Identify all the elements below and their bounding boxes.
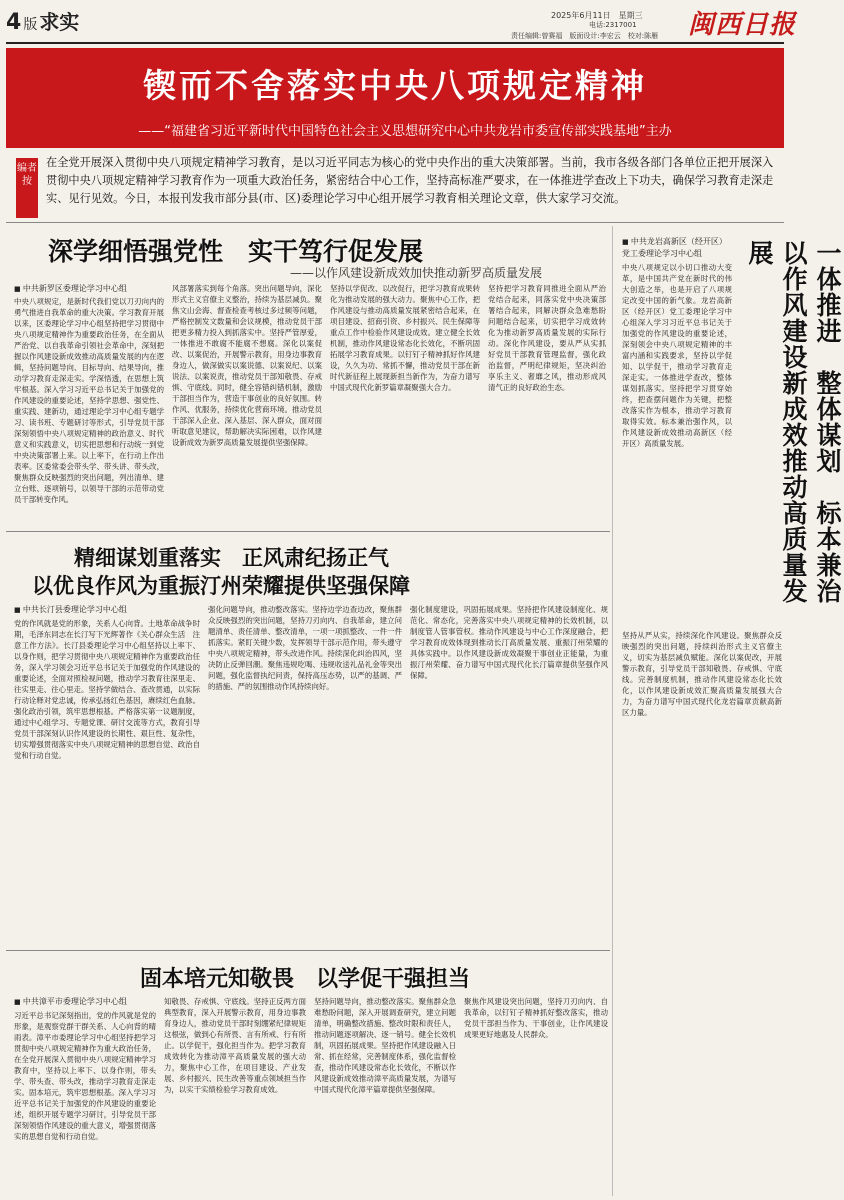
article2-column-2: 强化问题导向，推动整改落实。坚持边学边查边改，聚焦群众反映强烈的突出问题，坚持刀刃向内、自我革命，建立问题清单、责任清单、整改清单，一项一项抓整改、一件一件抓落实。紧盯关键少数，发挥领导干部示范作用，带头遵守中央八项规定精神，带头改进作风。持续深化纠治四风，坚决防止反弹回潮。聚焦违规吃喝、违规收送礼品礼金等突出问题，强化监督执纪问责，保持高压态势，以严的基调、严的措施、严的氛围推动作风持续向好。 <box>208 605 402 691</box>
article4-column-1: 习近平总书记深刻指出，党的作风就是党的形象，是观察党群干群关系、人心向背的晴雨表。漳平市委理论学习中心组坚持把学习贯彻中央八项规定精神作为重大政治任务，在全党开展深入贯彻中央八项规定精神学习教育中，坚持以上率下、以身作则，带头学、带头查、带头改，推动学习教育走深走实。固本培元，筑牢思想根基。深入学习习近平总书记关于加强党的作风建设的重要论述，组织开展专题学习研讨，引导党员干部深刻领悟作风建设的重大意义，增强贯彻落实的思想自觉和行动自觉。 <box>14 1011 156 1141</box>
article2-byline: ■ 中共长汀县委理论学习中心组 <box>14 604 127 615</box>
editorial-staff: 责任编辑:曾赛福 版面设计:李宏云 校对:陈雁 <box>511 32 659 40</box>
page-ban: 版 <box>23 17 38 33</box>
masthead <box>6 4 797 44</box>
article1-column-1: 中央八项规定，是新时代我们党以刀刃向内的勇气推进自我革命的重大决策。学习教育开展以来，区委理论学习中心组坚持把学习贯彻中央八项规定精神作为重要政治任务，在全面从严治党、以自我革命引领社会革命中，深刻把握以作风建设新成效推动高质量发展的内在逻辑，坚持问题导向、目标导向、结果导向，推动学习教育走深走实。学深悟透，在思想上筑牢根基。深入学习习近平总书记关于加强党的作风建设的重要论述，坚持学思想、强党性、重实践、建新功，通过理论学习中心组专题学习、读书班、专题研讨等形式，引导党员干部深刻领悟中央八项规定精神的政治意义、时代意义和实践意义，切实把思想和行动统一到党中央决策部署上来。以上率下，在行动上作出表率。区委常委会带头学、带头讲、带头改，聚焦群众反映强烈的突出问题，列出清单、建立台账、逐项销号，以领导干部的示范带动党员干部转变作风。 <box>14 297 164 504</box>
banner-title: 锲而不舍落实中央八项规定精神 <box>143 66 647 105</box>
issue-phone: 电话:2317001 <box>589 21 637 29</box>
editor-note-text: 在全党开展深入贯彻中央八项规定精神学习教育，是以习近平同志为核心的党中央作出的重大决策部署。当前，我市各级各部门各单位正把开展深入贯彻中央八项规定精神学习教育作为一项重大政治任务，紧密结合中心工作，坚持高标准严要求，在一体推进学查改上下功夫，确保学习教育走深走实、见行见效。今日，本报刊发我市部分县(市、区)委理论学习中心组开展学习教育相关理论文章，供大家学习交流。 <box>46 156 774 205</box>
article2-column-1: 党的作风就是党的形象，关系人心向背。土地革命战争时期，毛泽东同志在长汀写下光辉著作《关心群众生活 注意工作方法》。长汀县委理论学习中心组坚持以上率下、以身作则，把学习贯彻中央八项规定精神作为重要政治任务，深入学习领会习近平总书记关于加强党的作风建设的重要论述，全面对照检视问题，推动学习教育往深里走、往实里走、往心里走。坚持学做结合、查改贯通，以实际行动诠释对党忠诚，传承弘扬红色基因，赓续红色血脉。强化政治引领，筑牢思想根基。严格落实第一议题制度，通过中心组学习、专题党课、研讨交流等方式，教育引导党员干部深刻认识作风建设的长期性、艰巨性、复杂性，切实增强贯彻落实中央八项规定精神的思想自觉、政治自觉和行动自觉。 <box>14 619 200 760</box>
article4-column-4: 聚焦作风建设突出问题，坚持刀刃向内、自我革命，以钉钉子精神抓好整改落实，推动党员干部担当作为、干事创业，让作风建设成果更好地惠及人民群众。 <box>464 997 608 1039</box>
article4-title: 固本培元知敬畏 以学促干强担当 <box>140 966 471 992</box>
masthead-rule <box>6 42 784 44</box>
editor-note-tag: 编者按 <box>16 158 38 218</box>
article1-byline: ■ 中共新罗区委理论学习中心组 <box>14 283 127 294</box>
article1-title: 深学细悟强党性 实干笃行促发展 <box>48 237 424 266</box>
article2-title-line-1: 精细谋划重落实 正风肃纪扬正气 <box>74 545 389 570</box>
article1-column-4: 坚持把学习教育同推进全面从严治党结合起来，同落实党中央决策部署结合起来，同解决群众急难愁盼问题结合起来，切实把学习成效转化为推动新罗高质量发展的实际行动。深化作风建设，要从严从实抓好党员干部教育管理监督，强化政治监督，严明纪律规矩，坚决纠治享乐主义、奢靡之风，推动形成风清气正的良好政治生态。 <box>488 284 606 392</box>
article4-column-3: 坚持问题导向，推动整改落实。聚焦群众急难愁盼问题，深入开展调查研究，建立问题清单，明确整改措施、整改时限和责任人，推动问题逐项解决、逐一销号。健全长效机制，巩固拓展成果。坚持把作风建设融入日常、抓在经常，完善制度体系，强化监督检查，推动作风建设常态化长效化，不断以作风建设新成效推动漳平高质量发展，为谱写中国式现代化漳平篇章提供坚强保障。 <box>314 997 456 1094</box>
article4-byline: ■ 中共漳平市委理论学习中心组 <box>14 996 127 1007</box>
article1-column-3: 坚持以学促改、以改促行，把学习教育成果转化为推动发展的强大动力。聚焦中心工作，把作风建设与推动高质量发展紧密结合起来，在项目建设、招商引资、乡村振兴、民生保障等重点工作中检验作风建设成效。建立健全长效机制，推动作风建设常态化长效化，不断巩固拓展学习教育成果。以钉钉子精神抓好作风建设，久久为功、常抓不懈，推动党员干部在新时代新征程上展现新担当新作为，为奋力谱写中国式现代化新罗篇章凝聚强大合力。 <box>330 284 480 392</box>
issue-date: 2025年6月11日 星期三 <box>551 11 643 20</box>
banner-subtitle: ——“福建省习近平新时代中国特色社会主义思想研究中心中共龙岩市委宣传部实践基地”主办 <box>138 124 672 139</box>
article1-rule <box>6 531 610 532</box>
article2-column-3: 强化制度建设，巩固拓展成果。坚持把作风建设制度化、规范化、常态化，完善落实中央八项规定精神的长效机制，以制度管人管事管权。推动作风建设与中心工作深度融合，把学习教育成效体现到推动长汀高质量发展、重振汀州荣耀的具体实践中。以作风建设新成效凝聚干事创业正能量，为重振汀州荣耀、奋力谱写中国式现代化长汀篇章提供坚强作风保障。 <box>410 605 608 680</box>
page-number <box>6 6 79 35</box>
article3-title: 一体推进 整体谋划 标本兼治 以作风建设新成效推动高质量发展 <box>745 240 842 630</box>
right-column-divider <box>612 226 613 1196</box>
article4-column-2: 知敬畏、存戒惧、守底线。坚持正反两方面典型教育，深入开展警示教育，用身边事教育身边人，推动党员干部时刻绷紧纪律规矩这根弦，做到心有所畏、言有所戒、行有所止。以学促干，强化担当作为。把学习教育成效转化为推动漳平高质量发展的强大动力，聚焦中心工作，在项目建设、产业发展、乡村振兴、民生改善等重点领域担当作为，以实干实绩检验学习教育成效。 <box>164 997 306 1094</box>
article3-byline: ■ 中共龙岩高新区（经开区）党工委理论学习中心组 <box>622 236 732 259</box>
article3-column-1: 中央八项规定以小切口推动大变革，是中国共产党在新时代的伟大创造之举，也是开启了八项规定改变中国的新气象。龙岩高新区（经开区）党工委理论学习中心组深入学习习近平总书记关于加强党的作风建设的重要论述，深刻领会中央八项规定精神的丰富内涵和实践要求，坚持以学促知、以学促干，推动学习教育走深走实。一体推进学查改，整体谋划抓落实。坚持把学习贯穿始终，把查摆问题作为关键，把整改落实作为根本，推动学习教育取得实效。标本兼治强作风，以作风建设新成效推动高新区（经开区）高质量发展。 <box>622 263 732 448</box>
theme-banner <box>6 48 784 148</box>
article2-rule <box>6 950 610 951</box>
page-no: 4 <box>6 10 22 35</box>
note-rule <box>6 222 784 223</box>
column-name: 求实 <box>39 10 80 34</box>
article1-subtitle: ——以作风建设新成效加快推动新罗高质量发展 <box>290 266 543 280</box>
article2-title-line-2: 以优良作风为重振汀州荣耀提供坚强保障 <box>32 573 410 598</box>
article1-column-2: 风部署落实到每个角落。突出问题导向，深化形式主义官僚主义整治，持续为基层减负。聚焦文山会海、督查检查考核过多过频等问题，严格控制发文数量和会议规模，推动党员干部把更多精力投入到抓落实中。坚持严管厚爱，一体推进不敢腐不能腐不想腐。深化以案促改、以案促治，开展警示教育，用身边事教育身边人，做深做实以案说德、以案说纪、以案说法、以案说责，推动党员干部知敬畏、存戒惧、守底线。同时，健全容错纠错机制，激励干部担当作为，营造干事创业的良好氛围。转作风、优服务，持续优化营商环境。推动党员干部深入企业、深入基层、深入群众，面对面听取意见建议，帮助解决实际困难，以作风建设新成效为新罗高质量发展提供坚强保障。 <box>172 284 322 447</box>
newspaper-logo: 闽西日报 <box>688 10 797 40</box>
article3-column-2: 坚持从严从实，持续深化作风建设。聚焦群众反映强烈的突出问题，持续纠治形式主义官僚主义，切实为基层减负赋能。深化以案促改，开展警示教育，引导党员干部知敬畏、存戒惧、守底线。完善制度机制，推动作风建设常态化长效化，以作风建设新成效汇聚高质量发展强大合力，为奋力谱写中国式现代化龙岩篇章贡献高新区力量。 <box>622 631 782 717</box>
